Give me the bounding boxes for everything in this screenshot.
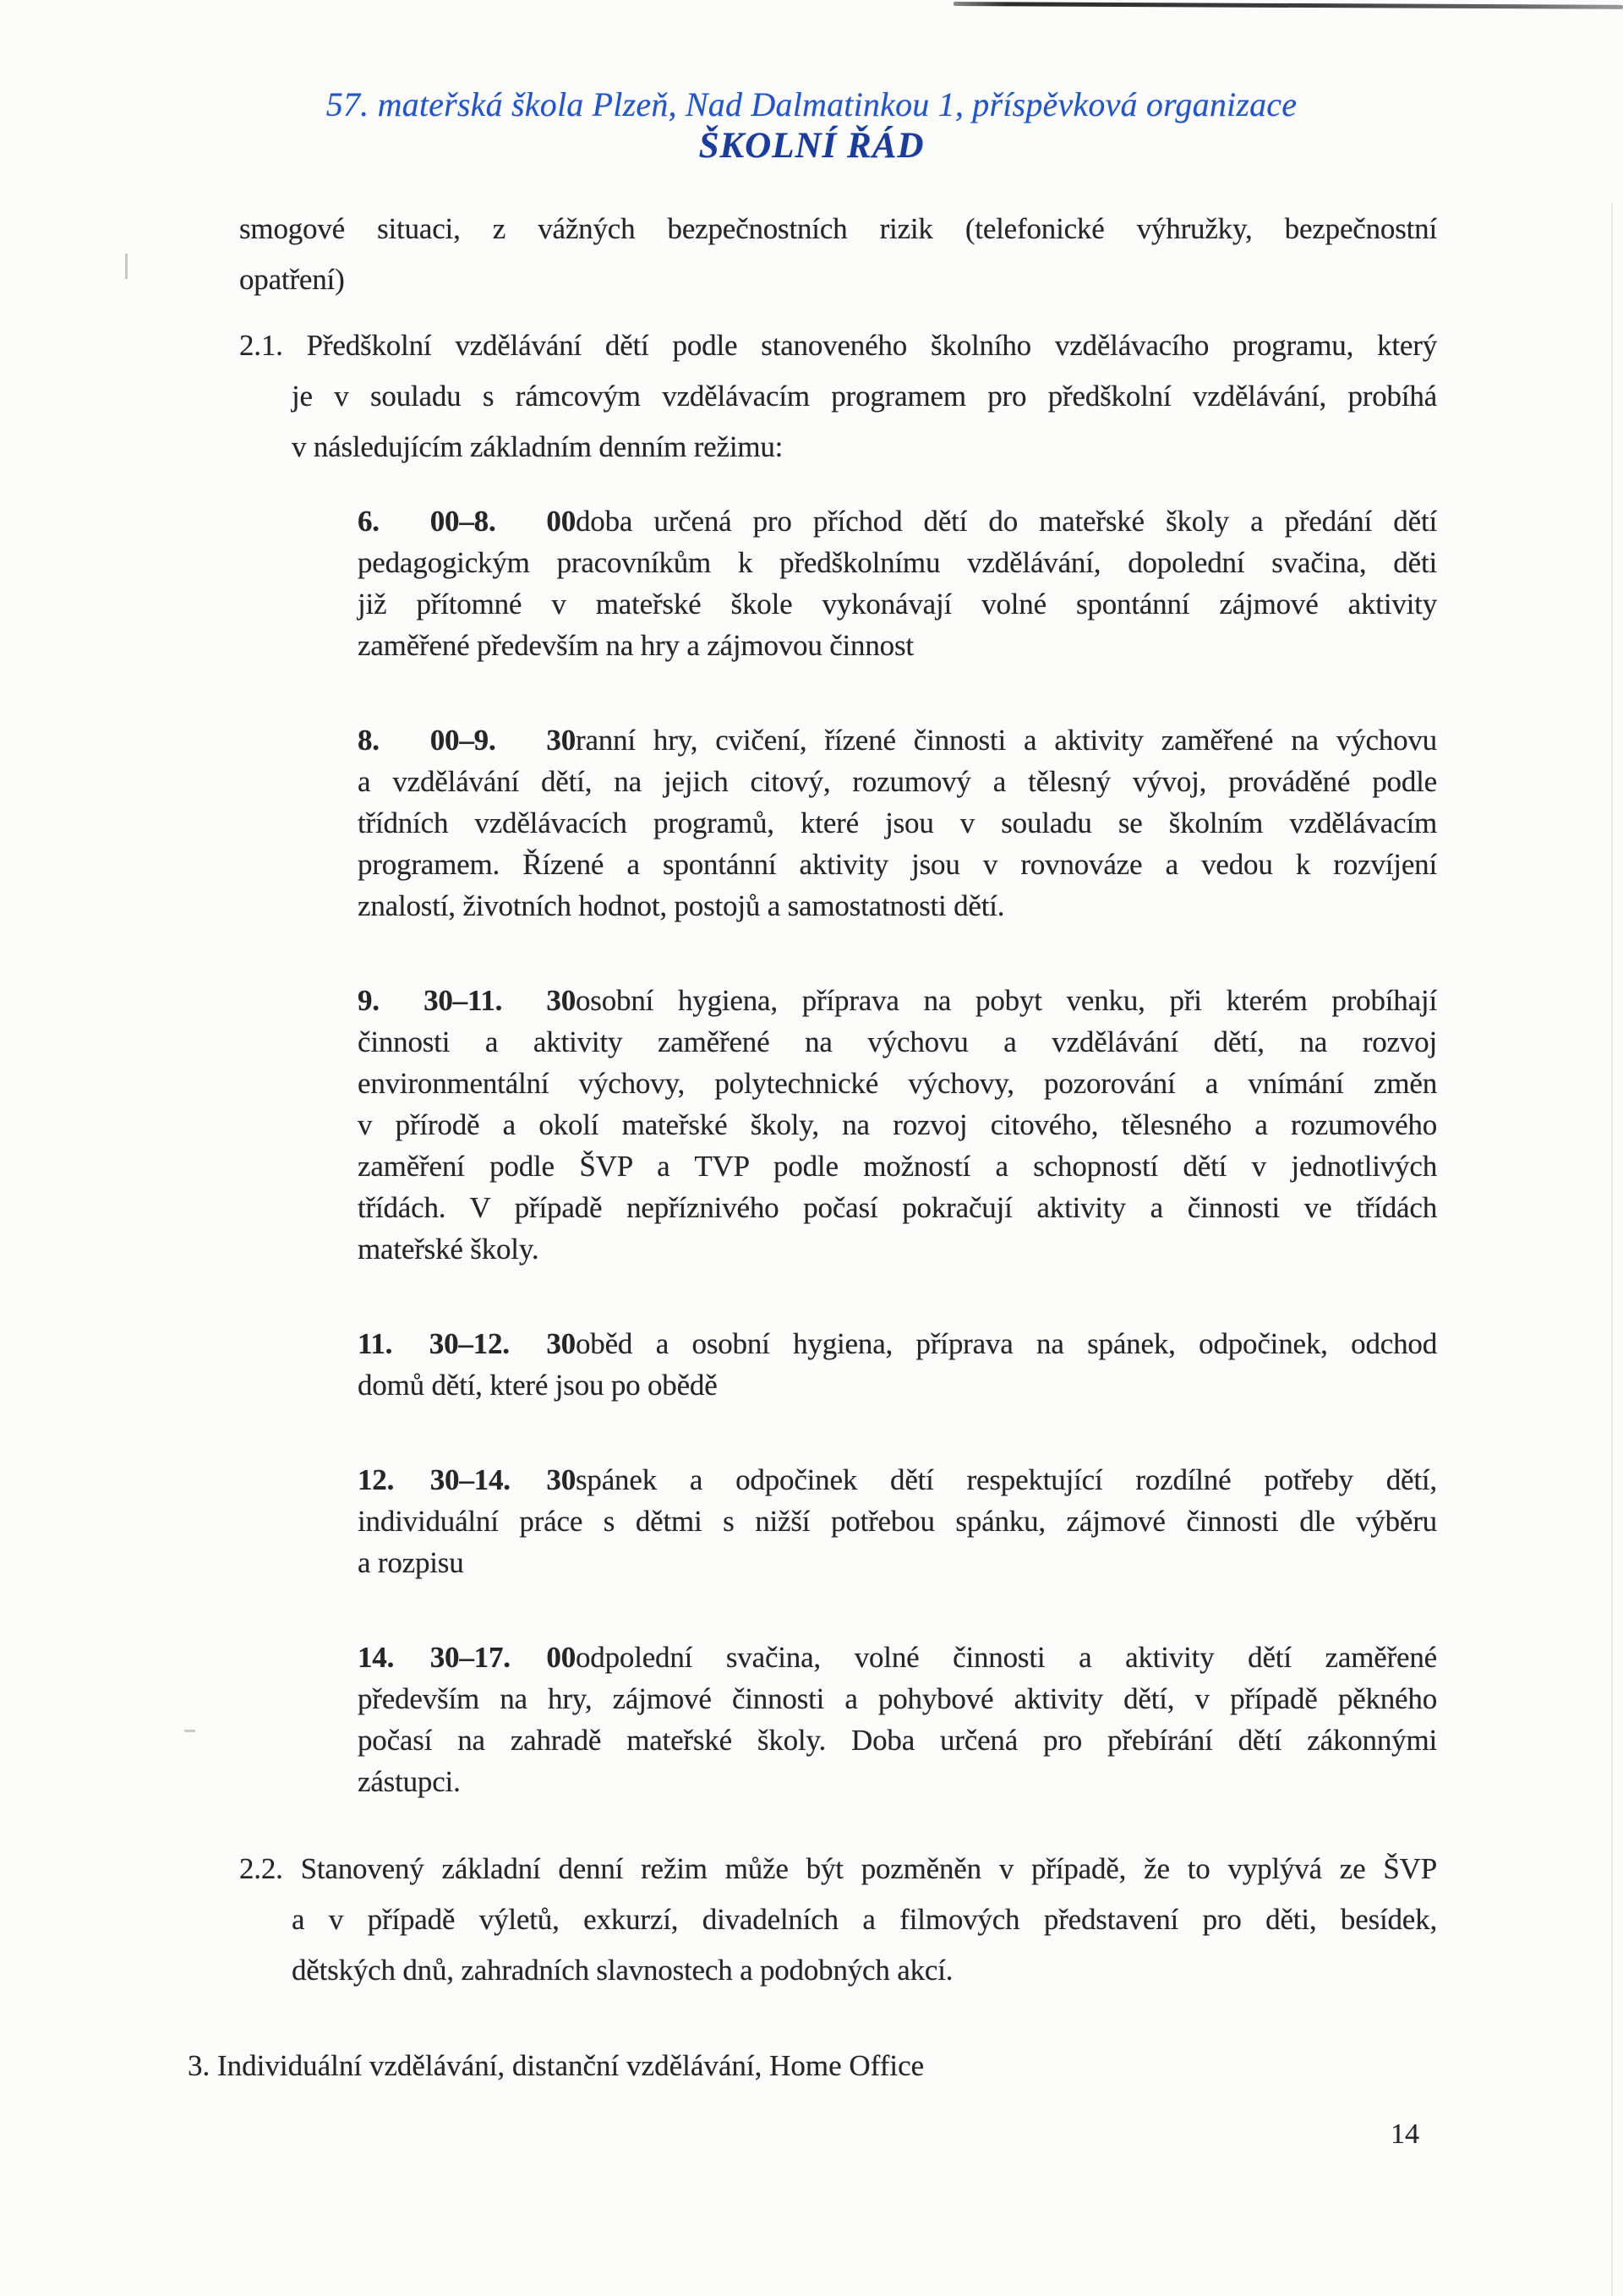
- schedule-text: doba určená pro příchod dětí do mateřské školy a předání dětí: [576, 505, 1437, 538]
- text-line: již přítomné v mateřské škole vykonávají volné spontánní zájmové aktivity: [358, 588, 1437, 620]
- text-line: především na hry, zájmové činnosti a pohybové aktivity dětí, v případě pěkného: [358, 1682, 1437, 1715]
- scan-artifact-right-edge: [1611, 203, 1613, 2296]
- schedule-time-label: 6. 00–8. 00: [358, 505, 576, 538]
- schedule-entry-600-800: [358, 500, 1437, 666]
- schedule-entry-first-line: [358, 1459, 1437, 1501]
- text-line: mateřské školy.: [358, 1233, 539, 1266]
- schedule-text: spánek a odpočinek dětí respektující rozdílné potřeby dětí,: [576, 1463, 1437, 1496]
- text-line: domů dětí, které jsou po obědě: [358, 1369, 718, 1402]
- schedule-text-lines: [358, 1678, 1437, 1802]
- schedule-entry-1430-1700: [358, 1637, 1437, 1802]
- schedule-text-lines: [358, 1501, 1437, 1583]
- scan-artifact-top-line: [954, 2, 1623, 9]
- text-line: počasí na zahradě mateřské školy. Doba určená pro přebírání dětí zákonnými: [358, 1724, 1437, 1757]
- text-line: zástupci.: [358, 1765, 461, 1798]
- schedule-text-lines: [358, 1021, 1437, 1270]
- schedule-entry-first-line: [358, 500, 1437, 542]
- text-line: činnosti a aktivity zaměřené na výchovu a vzdělávání dětí, na rozvoj: [358, 1025, 1437, 1058]
- schedule-time-label: 14. 30–17. 00: [358, 1641, 576, 1674]
- schedule-text: oběd a osobní hygiena, příprava na spánek, odpočinek, odchod: [576, 1327, 1437, 1360]
- clause-2-2: [239, 1844, 1437, 1996]
- paragraph-intro-continuation: [239, 204, 1437, 305]
- schedule-text-lines: [358, 761, 1437, 927]
- text-line: 2.1. Předškolní vzdělávání dětí podle stanoveného školního vzdělávacího programu, který: [239, 329, 1437, 362]
- text-line: programem. Řízené a spontánní aktivity jsou v rovnováze a vedou k rozvíjení: [358, 848, 1437, 881]
- text-line: smogové situaci, z vážných bezpečnostních rizik (telefonické výhružky, bezpečnostní: [239, 212, 1437, 245]
- text-line: a vzdělávání dětí, na jejich citový, rozumový a tělesný vývoj, prováděné podle: [358, 765, 1437, 798]
- schedule-text: odpolední svačina, volné činnosti a aktivity dětí zaměřené: [576, 1641, 1437, 1674]
- schedule-text-lines: [358, 1364, 1437, 1406]
- schedule-text-lines: [358, 542, 1437, 666]
- text-line: 2.2. Stanovený základní denní režim může být pozměněn v případě, že to vyplývá ze ŠVP: [239, 1852, 1437, 1885]
- text-line: třídních vzdělávacích programů, které jsou v souladu se školním vzdělávacím: [358, 806, 1437, 839]
- text-line: opatření): [239, 263, 345, 296]
- text-line: pedagogickým pracovníkům k předškolnímu vzdělávání, dopolední svačina, děti: [358, 546, 1437, 579]
- document-title: ŠKOLNÍ ŘÁD: [698, 126, 925, 166]
- text-line: dětských dnů, zahradních slavnostech a podobných akcí.: [292, 1954, 954, 1987]
- clause-2-1: [239, 320, 1437, 473]
- text-line: individuální práce s dětmi s nižší potřebou spánku, zájmové činnosti dle výběru: [358, 1505, 1437, 1538]
- schedule-entry-1230-1430: [358, 1459, 1437, 1583]
- page-number: 14: [1391, 2118, 1419, 2150]
- schedule-entry-first-line: [358, 719, 1437, 761]
- schedule-time-label: 11. 30–12. 30: [358, 1327, 576, 1360]
- text-line: a v případě výletů, exkurzí, divadelních a filmových představení pro děti, besídek,: [292, 1903, 1437, 1936]
- scan-artifact-left-dash: [184, 1730, 195, 1732]
- schedule-entry-first-line: [358, 1637, 1437, 1678]
- text-line: v následujícím základním denním režimu:: [292, 430, 784, 463]
- text-line: je v souladu s rámcovým vzdělávacím programem pro předškolní vzdělávání, probíhá: [292, 380, 1437, 413]
- school-name-header: 57. mateřská škola Plzeň, Nad Dalmatinkou 1, příspěvková organizace: [325, 85, 1298, 123]
- schedule-entry-800-930: [358, 719, 1437, 927]
- text-line: v přírodě a okolí mateřské školy, na rozvoj citového, tělesného a rozumového: [358, 1108, 1437, 1141]
- scan-artifact-left-tick: [125, 254, 128, 279]
- text-line: zaměření podle ŠVP a TVP podle možností a schopností dětí v jednotlivých: [358, 1150, 1437, 1183]
- text-line: znalostí, životních hodnot, postojů a samostatnosti dětí.: [358, 889, 1005, 922]
- text-line: zaměřené především na hry a zájmovou činnost: [358, 629, 914, 662]
- schedule-time-label: 8. 00–9. 30: [358, 724, 576, 757]
- schedule-time-label: 9. 30–11. 30: [358, 984, 576, 1017]
- schedule-text: ranní hry, cvičení, řízené činnosti a aktivity zaměřené na výchovu: [576, 724, 1437, 757]
- text-line: a rozpisu: [358, 1546, 464, 1579]
- schedule-entry-1130-1230: [358, 1323, 1437, 1406]
- schedule-time-label: 12. 30–14. 30: [358, 1463, 576, 1496]
- text-line: environmentální výchovy, polytechnické výchovy, pozorování a vnímání změn: [358, 1067, 1437, 1100]
- schedule-entry-first-line: [358, 980, 1437, 1021]
- schedule-text: osobní hygiena, příprava na pobyt venku, při kterém probíhají: [576, 984, 1437, 1017]
- section-3-heading: 3. Individuální vzdělávání, distanční vzdělávání, Home Office: [188, 2049, 925, 2082]
- schedule-entry-first-line: [358, 1323, 1437, 1364]
- text-line: třídách. V případě nepříznivého počasí pokračují aktivity a činnosti ve třídách: [358, 1191, 1437, 1224]
- schedule-entry-930-1130: [358, 980, 1437, 1270]
